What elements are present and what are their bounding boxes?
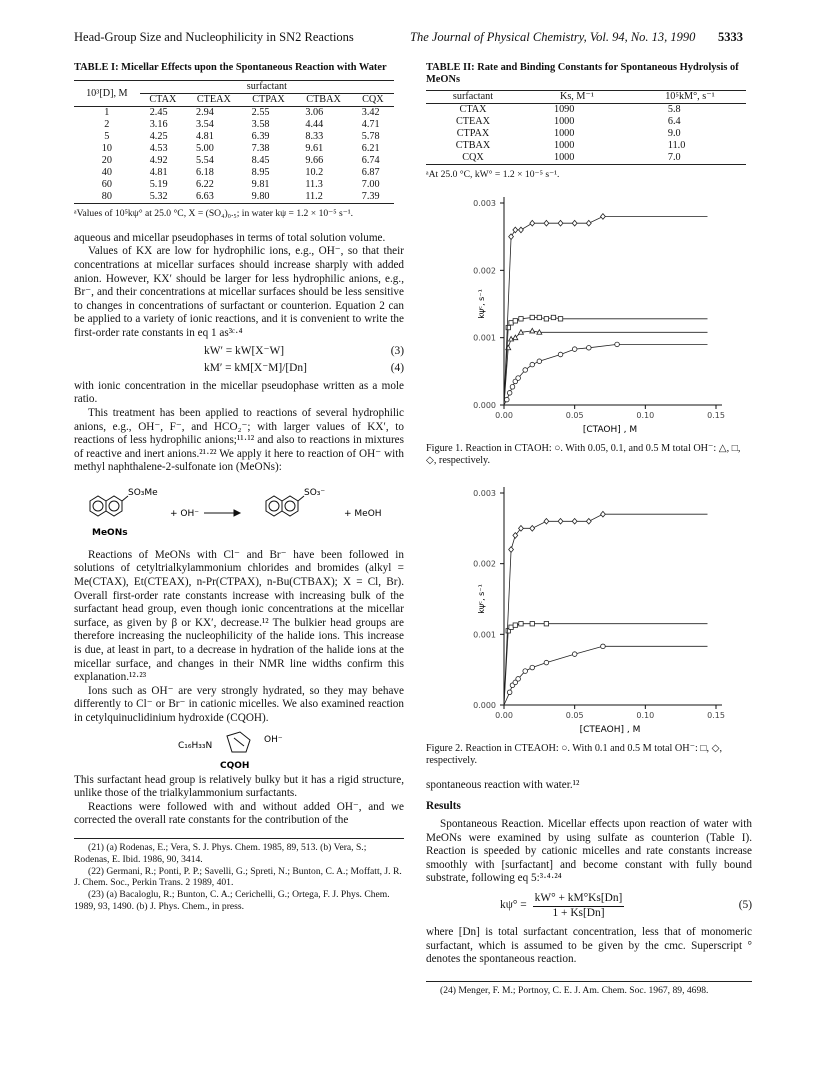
- table-row: [426, 140, 746, 152]
- data-point-circle: [558, 352, 563, 357]
- table-cell: 40: [101, 167, 112, 178]
- cqoh-counterion-label: OH⁻: [264, 734, 283, 745]
- data-point-square: [551, 315, 555, 319]
- figure-2-chart: [426, 473, 752, 743]
- data-point-circle: [516, 676, 521, 681]
- table-cell: 5.78: [361, 131, 380, 142]
- data-point-square: [530, 315, 534, 319]
- section-heading: Results: [426, 800, 461, 813]
- fit-line-circle: [504, 344, 708, 405]
- fit-line-triangle: [504, 331, 708, 405]
- product-group-label: SO₃⁻: [304, 487, 326, 498]
- fit-line-circle: [504, 646, 708, 705]
- table-cell: 4.81: [196, 131, 214, 142]
- table1-footnote: ᵃValues of 10⁵kψ° at 25.0 °C, X = (SO₄)₀.₅; in water kψ = 1.2 × 10⁻⁵ s⁻¹.: [74, 208, 354, 219]
- data-point-circle: [507, 690, 512, 695]
- left-column: [74, 62, 404, 913]
- table-cell: 6.22: [196, 179, 214, 190]
- data-point-circle: [510, 384, 515, 389]
- table-cell: 9.0: [667, 128, 681, 139]
- table-cell: 9.66: [305, 155, 324, 166]
- y-tick-label: 0.002: [473, 559, 496, 569]
- table2-column-header: 10⁵kM°, s⁻¹: [634, 91, 746, 104]
- table1-col0-header: 10³[D], M: [74, 81, 140, 107]
- table-cell: 5.00: [196, 143, 214, 154]
- x-tick-label: 0.00: [495, 410, 513, 420]
- x-tick-label: 0.15: [707, 410, 725, 420]
- table2-footnote: ᵃAt 25.0 °C, kW° = 1.2 × 10⁻⁵ s⁻¹.: [426, 169, 560, 180]
- data-point-diamond: [509, 547, 514, 553]
- table-cell: 6.21: [361, 143, 380, 154]
- table-cell: 1000: [553, 152, 575, 163]
- table1: [74, 80, 394, 204]
- table-cell: 6.74: [361, 155, 380, 166]
- figure-1-caption: Figure 1. Reaction in CTAOH: ○. With 0.05, 0.1, and 0.5 M total OH⁻: △, □, ◇, respectively.: [426, 442, 741, 466]
- reaction-scheme: [74, 479, 404, 545]
- table-row: [426, 152, 746, 165]
- table-cell: 4.44: [305, 119, 324, 130]
- table-cell: 11.2: [305, 191, 323, 202]
- table-row: [426, 104, 746, 117]
- table-cell: 8.95: [251, 167, 270, 178]
- data-point-diamond: [586, 220, 591, 226]
- table-row: [74, 155, 394, 167]
- page-number: 5333: [718, 30, 743, 44]
- right-column: [426, 62, 752, 997]
- y-tick-label: 0.002: [473, 266, 496, 276]
- x-axis-label: [CTAOH] , M: [582, 424, 638, 435]
- running-head-left: Head-Group Size and Nucleophilicity in SN2 Reactions: [74, 30, 354, 44]
- data-point-square: [544, 316, 548, 320]
- figure-2-caption: Figure 2. Reaction in CTEAOH: ○. With 0.1 and 0.5 M total OH⁻: □, ◇, respectively.: [426, 742, 722, 766]
- table-cell: CQX: [462, 152, 484, 163]
- data-point-square: [509, 320, 513, 324]
- table-cell: CTPAX: [456, 128, 490, 139]
- table-cell: 1000: [553, 128, 575, 139]
- reactant-group-label: SO₃Me: [128, 487, 158, 498]
- methanol-label: + MeOH: [344, 508, 382, 519]
- table2-caption: TABLE II: Rate and Binding Constants for Spontaneous Hydrolysis of MeONs: [426, 62, 739, 85]
- data-point-square: [506, 325, 510, 329]
- table-cell: 6.4: [667, 116, 681, 127]
- table-cell: 1000: [553, 116, 575, 127]
- figure-1-chart: [426, 183, 752, 443]
- left-references: [74, 838, 404, 913]
- y-axis-label: kψᶜ, s⁻¹: [477, 289, 486, 319]
- y-tick-label: 0.003: [473, 198, 496, 208]
- table-row: [74, 119, 394, 131]
- reference-21: (21) (a) Rodenas, E.; Vera, S. J. Phys. Chem. 1985, 89, 513. (b) Vera, S.; Rodenas, E. Ibid. 1986, 90, 3414.: [74, 841, 367, 865]
- data-point-diamond: [601, 511, 606, 517]
- table-cell: 2.45: [149, 107, 168, 118]
- table-cell: 10.2: [305, 167, 324, 178]
- table-cell: 60: [101, 179, 112, 190]
- table-cell: 20: [101, 155, 112, 166]
- data-point-diamond: [544, 220, 549, 226]
- table-cell: 5.32: [149, 191, 168, 202]
- data-point-circle: [587, 345, 592, 350]
- table-cell: CTAX: [459, 104, 487, 115]
- table-cell: 5.19: [149, 179, 168, 190]
- table-cell: 1000: [553, 140, 575, 151]
- data-point-diamond: [558, 220, 563, 226]
- y-tick-label: 0.000: [473, 400, 496, 410]
- table-cell: CTBAX: [455, 140, 491, 151]
- y-axis-label: kψᶜ, s⁻¹: [477, 584, 486, 614]
- table-cell: 8.33: [305, 131, 324, 142]
- table-cell: 2.55: [251, 107, 270, 118]
- table-cell: 8.45: [251, 155, 270, 166]
- paragraph: Ions such as OH⁻ are very strongly hydrated, so they may behave differently to Cl⁻ or Br⁻ in cationic micelles. We also examined reaction in cetylquinuclidinium hydroxide (CQOH).: [74, 684, 404, 725]
- cqoh-chain-label: C₁₆H₃₃N: [178, 740, 213, 751]
- cqoh-label: CQOH: [220, 760, 250, 771]
- data-point-diamond: [519, 227, 524, 233]
- x-tick-label: 0.10: [636, 710, 655, 720]
- data-point-circle: [572, 652, 577, 657]
- data-point-circle: [523, 669, 528, 674]
- reference-24: (24) Menger, F. M.; Portnoy, C. E. J. Am. Chem. Soc. 1967, 89, 4698.: [426, 981, 752, 997]
- table-cell: 2.94: [196, 107, 214, 118]
- reference-23: (23) (a) Bacaloglu, R.; Bunton, C. A.; Cerichelli, G.; Ortega, F. J. Phys. Chem. 1989, 93, 1490. (b) J. Phys. Chem., in press.: [74, 889, 390, 912]
- table-cell: 9.61: [305, 143, 324, 154]
- table-row: [74, 143, 394, 155]
- table1-caption: TABLE I: Micellar Effects upon the Spontaneous Reaction with Water: [74, 62, 387, 73]
- meons-label: MeONs: [92, 527, 128, 538]
- paragraph: This surfactant head group is relatively bulky but it has a rigid structure, unlike those of the trialkylammonium surfactants.: [74, 773, 404, 800]
- table-cell: 4.92: [149, 155, 168, 166]
- fit-line-diamond: [504, 216, 708, 405]
- reference-22: (22) Germani, R.; Ponti, P. P.; Savelli, G.; Spreti, N.; Bunton, C. A.; Moffatt, J. R. J. Chem. Soc., Perkin Trans. 2 1989, 401.: [74, 865, 402, 889]
- table-row: [426, 128, 746, 140]
- table-row: [426, 116, 746, 128]
- table-cell: 4.53: [149, 143, 168, 154]
- table-row: [74, 107, 394, 120]
- data-point-circle: [615, 342, 620, 347]
- paragraph: with ionic concentration in the micellar pseudophase written as a mole ratio.: [74, 379, 404, 406]
- data-point-circle: [601, 644, 606, 649]
- table-cell: 5.54: [196, 155, 214, 166]
- data-point-circle: [530, 665, 535, 670]
- data-point-diamond: [530, 525, 535, 531]
- y-tick-label: 0.001: [473, 630, 496, 640]
- table-cell: 7.0: [667, 152, 681, 163]
- table2: [426, 90, 746, 165]
- table-cell: 11.3: [305, 179, 323, 190]
- paragraph: Spontaneous Reaction. Micellar effects upon reaction of water with MeONs were examined by using sulfate as counterion (Table I). Reaction is speeded by cationic micelles and rate constants increase smoothly with [surfactant] and become constant with fully bound substrate, following eq 5:³·⁴·²⁴: [426, 817, 752, 885]
- equation-3: kW′ = kW[X⁻W] (3): [204, 344, 404, 357]
- table-cell: CTEAX: [456, 116, 490, 127]
- paragraph: where [Dn] is total surfactant concentration, less that of monomeric surfactant, which is assumed to be given by the cmc. Superscript ° denotes the spontaneous reaction.: [426, 926, 752, 966]
- table1-column-header: CTEAX: [186, 94, 242, 107]
- data-point-diamond: [544, 518, 549, 524]
- fit-line-diamond: [504, 514, 708, 705]
- table-cell: 5.8: [667, 104, 681, 115]
- equation-4: kM′ = kM[X⁻M]/[Dn] (4): [204, 362, 404, 375]
- data-point-square: [513, 318, 517, 322]
- y-tick-label: 0.003: [473, 488, 496, 498]
- table-cell: 9.81: [251, 179, 270, 190]
- table-cell: 3.54: [196, 119, 214, 130]
- table-cell: 6.63: [196, 191, 214, 202]
- cqoh-structure: [74, 728, 404, 772]
- fit-line-square: [504, 623, 708, 704]
- table-cell: 4.81: [149, 167, 168, 178]
- table1-column-header: CTAX: [140, 94, 186, 107]
- table-row: [74, 179, 394, 191]
- paragraph: aqueous and micellar pseudophases in terms of total solution volume.: [74, 231, 386, 244]
- hydroxide-label: + OH⁻: [170, 508, 200, 519]
- table-cell: 5: [104, 131, 110, 142]
- data-point-square: [513, 623, 517, 627]
- data-point-circle: [505, 397, 510, 402]
- paragraph: Reactions were followed with and without added OH⁻, and we corrected the overall rate constants for the contribution of the: [74, 800, 404, 827]
- x-axis-label: [CTEAOH] , M: [579, 724, 641, 735]
- data-point-square: [519, 621, 523, 625]
- x-tick-label: 0.05: [565, 410, 584, 420]
- table-cell: 1: [104, 107, 110, 118]
- data-point-circle: [530, 362, 535, 367]
- data-point-diamond: [558, 518, 563, 524]
- data-point-square: [537, 315, 541, 319]
- data-point-diamond: [530, 220, 535, 226]
- table-cell: 1090: [553, 104, 575, 115]
- data-point-square: [558, 316, 562, 320]
- table-row: [74, 191, 394, 204]
- data-point-circle: [544, 660, 549, 665]
- table2-column-header: Ks, M⁻¹: [520, 91, 634, 104]
- x-tick-label: 0.15: [707, 710, 725, 720]
- data-point-square: [519, 316, 523, 320]
- table-cell: 3.42: [361, 107, 380, 118]
- table1-column-header: CTPAX: [242, 94, 296, 107]
- data-point-circle: [523, 367, 528, 372]
- data-point-circle: [537, 359, 542, 364]
- table-cell: 3.06: [305, 107, 324, 118]
- data-point-diamond: [586, 518, 591, 524]
- table-cell: 2: [104, 119, 110, 130]
- paragraph: This treatment has been applied to reactions of several hydrophilic anions, e.g., OH⁻, F⁻, and HCO₂⁻; with larger values of KX′, to reactions of less hydrophilic anions;¹¹·¹² and also to reactions in mixtures of reactive and inert anions.²¹·²² We apply it here to reaction of OH⁻ with methyl naphthalene-2-sulfonate ion (MeONs):: [74, 406, 404, 474]
- table-row: [74, 167, 394, 179]
- table-cell: 11.0: [667, 140, 686, 151]
- table1-column-header: CQX: [352, 94, 394, 107]
- table-cell: 80: [101, 191, 112, 202]
- data-point-diamond: [572, 518, 577, 524]
- data-point-diamond: [601, 213, 606, 219]
- x-tick-label: 0.05: [565, 710, 584, 720]
- table-cell: 7.38: [251, 143, 270, 154]
- data-point-square: [530, 621, 534, 625]
- data-point-square: [509, 625, 513, 629]
- data-point-diamond: [572, 220, 577, 226]
- x-tick-label: 0.00: [495, 710, 513, 720]
- data-point-circle: [507, 390, 512, 395]
- table-cell: 3.58: [251, 119, 270, 130]
- paragraph: Reactions of MeONs with Cl⁻ and Br⁻ have been followed in solutions of cetyltrialkylammonium chlorides and bromides (alkyl = Me(CTAX), Et(CTEAX), n-Pr(CTPAX), n-Bu(CTBAX); X = Cl, Br). Overall first-order rate constants increase with increasing bulk of the surfactant head group, even though ionic concentrations at the micellar surface, as given by β or KX′, decrease.¹² The bulkier head groups are therefore increasing the nucleophilicity of the halide ions. This increase is due, at least in part, to a decrease in hydration of the halide ions at the micellar surface, and changes in their NMR line widths confirm this explanation.¹²·²³: [74, 548, 404, 684]
- equation-5: kψ° = $\frac{kW^\circ + kM^\circ Ks[Dn]}{1 + Ks[Dn]}$ (5): [500, 891, 752, 919]
- table-cell: 4.71: [361, 119, 380, 130]
- paragraph: Values of KX are low for hydrophilic ions, e.g., OH⁻, so that their concentrations at micellar surfaces should increase sharply with added anion. However, KX′ should be larger for less hydrophilic anions, e.g., Br⁻, and their concentrations at micellar surfaces should be less sensitive to changes in concentrations of surfactant or counterion. Equation 2 can be applied to a variety of ionic reactions, and it is convenient to write the first-order rate constants in eq 1 as³ᶜ·⁴: [74, 245, 404, 339]
- table-cell: 3.16: [149, 119, 168, 130]
- fit-line-square: [504, 317, 708, 405]
- table1-group-header: surfactant: [140, 81, 394, 94]
- data-point-square: [544, 621, 548, 625]
- paragraph: spontaneous reaction with water.¹²: [426, 778, 580, 791]
- table-cell: 7.00: [361, 179, 380, 190]
- table-cell: 7.39: [361, 191, 380, 202]
- data-point-triangle: [530, 328, 535, 333]
- y-tick-label: 0.000: [473, 700, 496, 710]
- table-cell: 10: [101, 143, 112, 154]
- table-cell: 6.18: [196, 167, 214, 178]
- table1-column-header: CTBAX: [295, 94, 351, 107]
- data-point-circle: [572, 347, 577, 352]
- table-cell: 9.80: [251, 191, 270, 202]
- journal-citation: The Journal of Physical Chemistry, Vol. 94, No. 13, 1990: [410, 30, 696, 44]
- table-cell: 6.87: [361, 167, 380, 178]
- data-point-circle: [516, 376, 521, 381]
- table-cell: 4.25: [149, 131, 168, 142]
- x-tick-label: 0.10: [636, 410, 655, 420]
- table-cell: 6.39: [251, 131, 270, 142]
- table2-column-header: surfactant: [426, 91, 520, 104]
- table-row: [74, 131, 394, 143]
- y-tick-label: 0.001: [473, 333, 496, 343]
